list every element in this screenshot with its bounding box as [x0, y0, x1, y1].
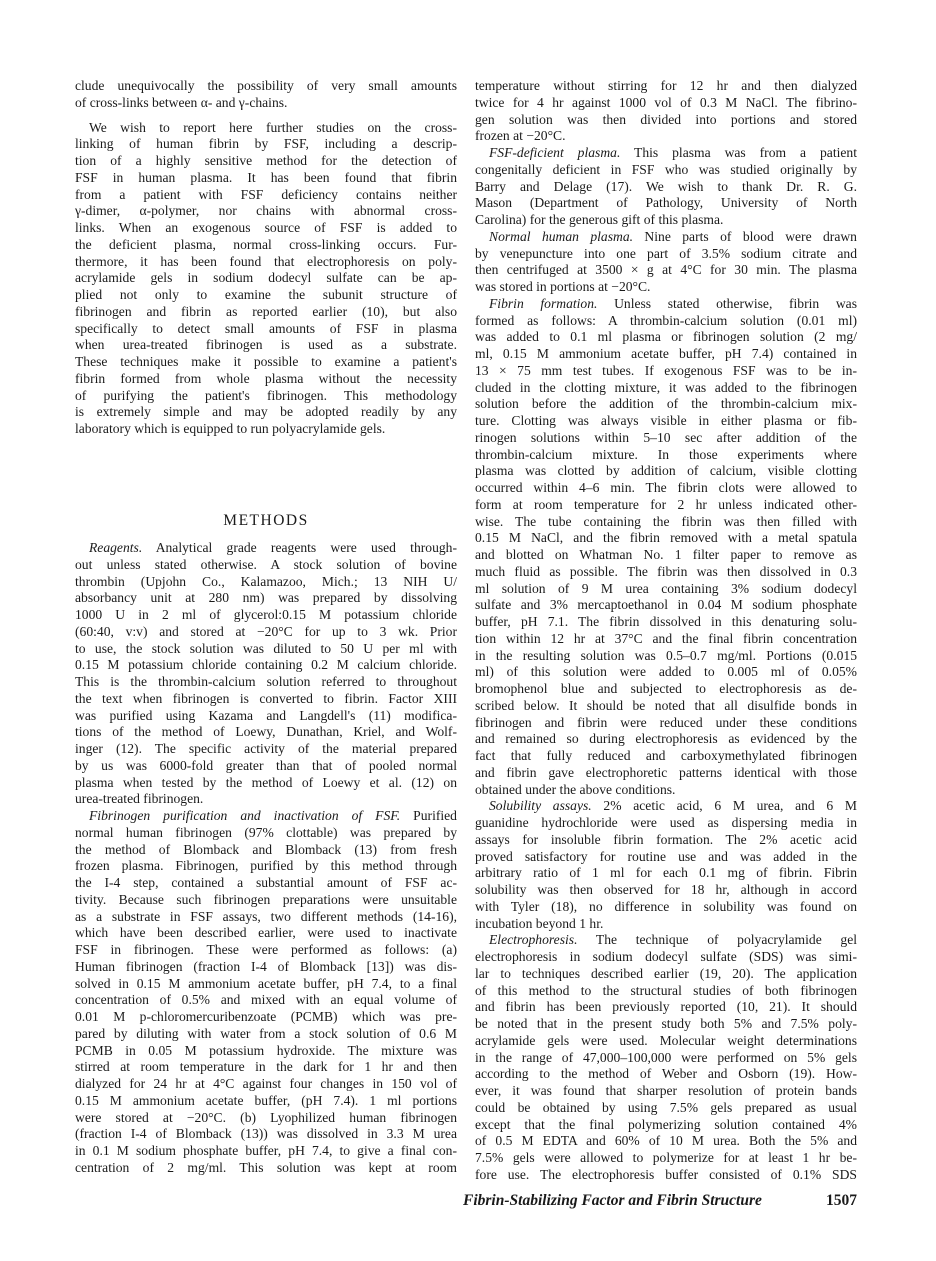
text-line: PCMB in 0.05 M potassium hydroxide. The mixture was — [75, 1042, 457, 1058]
text-line: fibrinogen and fibrin as reported earlier (10), but also — [75, 303, 457, 319]
text-line: except that the final polymerizing solution contained 4% — [475, 1116, 857, 1132]
text-line: thrombin-calcium mixture. In those experiments where — [475, 446, 857, 462]
run-in-heading: FSF-deficient plasma. — [489, 145, 621, 160]
text-line: 0.15 M NaCl, and the fibrin removed with a metal spatula — [475, 530, 857, 546]
text-line: laboratory which is equipped to run polyacrylamide gels. — [75, 421, 386, 436]
text-line: plasma was clotted by addition of calcium, visible clotting — [475, 463, 857, 479]
text-line: congenitally deficient in FSF who was studied originally by — [475, 161, 857, 177]
running-title: Fibrin-Stabilizing Factor and Fibrin Structure — [463, 1192, 762, 1209]
left-column-methods — [75, 540, 457, 1177]
text-line: and remained so during electrophoresis as evidenced by the — [475, 731, 857, 747]
text-line: and fibrin gave electrophoretic patterns identical with those — [475, 764, 857, 780]
text-line: scribed below. It should be noted that all disulfide bonds in — [475, 697, 857, 713]
text-line: ml, 0.15 M ammonium acetate buffer, pH 7.4) contained in — [475, 346, 857, 361]
text-line: by venepuncture into one part of 3.5% sodium citrate and — [475, 245, 857, 261]
text-line: 0.15 M ammonium acetate buffer, (pH 7.4). 1 ml portions — [75, 1092, 457, 1108]
paragraph — [75, 540, 457, 808]
text-line: clude unequivocally the possibility of very small amounts — [75, 78, 457, 93]
text-line: We wish to report here further studies on the cross- — [89, 119, 457, 135]
left-column-intro — [75, 78, 457, 438]
text-line: These techniques make it possible to examine a patient's — [75, 354, 457, 369]
text-line: specifically to detect small amounts of FSF in plasma — [75, 320, 457, 336]
text-line: Barry and Delage (17). We wish to thank Dr. R. G. — [475, 178, 857, 194]
page-footer — [463, 1192, 857, 1210]
text-line: sulfate and 3% mercaptoethanol in 0.04 M sodium phosphate — [475, 597, 857, 613]
text-line: cluded in the clotting mixture, it was added to the fibrinogen — [475, 379, 857, 395]
text-line: in the range of 47,000–100,000 were performed on 5% gels — [475, 1049, 857, 1065]
text-line — [475, 229, 857, 246]
text-line: thrombin (Upjohn Co., Kalamazoo, Mich.; 13 NIH U/ — [75, 573, 457, 589]
text-line: when urea-treated fibrinogen is used as a substrate. — [75, 337, 457, 353]
text-line: the I-4 step, contained a substantial amount of FSF ac- — [75, 875, 457, 890]
text-line — [475, 932, 857, 949]
text-line: proved satisfactory for routine use and was added in the — [475, 848, 857, 864]
text-line: formed as follows: A thrombin-calcium solution (0.01 ml) — [475, 312, 857, 328]
paragraph — [75, 120, 457, 438]
text-line: the method of Blomback and Blomback (13) from fresh — [75, 841, 457, 857]
text-line: 1000 U in 2 ml of glycerol:0.15 M potassium chloride — [75, 607, 457, 622]
text-line: frozen plasma. Fibrinogen, purified by this method through — [75, 858, 457, 874]
text-line: 13 × 75 mm test tubes. If exogenous FSF was to be in- — [475, 362, 857, 378]
text-line: was added to 0.1 ml plasma or fibrinogen solution (2 mg/ — [475, 329, 857, 345]
paragraph — [475, 798, 857, 932]
text-line: electrophoresis in sodium dodecyl sulfate (SDS) was simi- — [475, 949, 857, 964]
text-line: rinogen solutions within 5–10 sec after addition of the — [475, 429, 857, 445]
line-text: 2% acetic acid, 6 M urea, and 6 M — [591, 798, 857, 814]
text-line: from a patient with FSF deficiency contains neither — [75, 186, 457, 202]
text-line: plasma when tested by the method of Loewy et al. (12) on — [75, 774, 457, 790]
text-line: solved in 0.15 M ammonium acetate buffer, pH 7.4, to a final — [75, 975, 457, 991]
text-line: ml) of this solution were added to 0.005 ml of 0.05% — [475, 664, 857, 680]
text-line: out unless stated otherwise. A stock solution of bovine — [75, 556, 457, 572]
run-in-heading: Electrophoresis. — [489, 932, 578, 948]
text-line: absorbancy unit at 280 nm) was prepared by dissolving — [75, 590, 457, 606]
line-text: The technique of polyacrylamide gel — [577, 932, 857, 948]
text-line: was purified using Kazama and Langdell's (11) modifica- — [75, 707, 457, 723]
text-line: could be obtained by using 7.5% gels prepared as usual — [475, 1099, 857, 1115]
text-line: of purifying the patient's fibrinogen. This methodology — [75, 387, 457, 403]
line-text: Unless stated otherwise, fibrin was — [597, 295, 857, 311]
text-line: plied not only to examine the subunit structure of — [75, 287, 457, 302]
text-line: FSF in human plasma. It has been found that fibrin — [75, 169, 457, 185]
run-in-heading: Fibrinogen purification and inactivation of FSF. — [89, 808, 401, 823]
text-line: with Tyler (18), no difference in solubility was found on — [475, 898, 857, 914]
text-line: assays for insoluble fibrin formation. The 2% acetic acid — [475, 831, 857, 847]
text-line: 7.5% gels were allowed to polymerize for at least 1 hr be- — [475, 1150, 857, 1165]
text-line: in the resulting solution was 0.5–0.7 mg/ml. Portions (0.015 — [475, 647, 857, 663]
right-column — [475, 78, 857, 1184]
text-line: Mason (Department of Pathology, University of North — [475, 195, 857, 211]
paragraph — [75, 808, 457, 1177]
text-line: (fraction I-4 of Blomback (13)) was dissolved in 3.3 M urea — [75, 1126, 457, 1142]
paragraph — [475, 229, 857, 296]
line-text: Analytical grade reagents were used through- — [142, 540, 457, 555]
text-line: of cross-links between α- and γ-chains. — [75, 94, 288, 110]
text-line: tion within 12 hr at 37°C and the final fibrin concentration — [475, 630, 857, 646]
text-line: tivity. Because such fibrinogen preparations were unsuitable — [75, 891, 457, 907]
text-line: Human fibrinogen (fraction I-4 of Blomback [13]) was dis- — [75, 958, 457, 974]
text-line: be noted that in the present study both 5% and 7.5% poly- — [475, 1016, 857, 1031]
text-line: ture. Clotting was always visible in either plasma or fib- — [475, 413, 857, 428]
text-line: urea-treated fibrinogen. — [75, 791, 204, 807]
text-line: of 0.5 M EDTA and 60% of 10 M urea. Both the 5% and — [475, 1133, 857, 1149]
text-line: solution before the addition of the thrombin-calcium mix- — [475, 396, 857, 412]
text-line: ml solution of 9 M urea containing 3% sodium dodecyl — [475, 580, 857, 596]
text-line: were stored at −20°C. (b) Lyophilized human fibrinogen — [75, 1109, 457, 1125]
text-line: fibrinogen and fibrin were reduced under these conditions — [475, 714, 857, 730]
text-line: concentration of 0.5% and mixed with an equal volume of — [75, 992, 457, 1008]
text-line: γ-dimer, α-polymer, nor chains with abnormal cross- — [75, 203, 457, 219]
text-line: wise. The tube containing the fibrin was then filled with — [475, 513, 857, 529]
run-in-heading: Solubility assays. — [489, 798, 592, 814]
text-line: occurred within 4–6 min. The fibrin clots were allowed to — [475, 480, 857, 495]
paragraph — [75, 78, 457, 112]
text-line: centration of 2 mg/ml. This solution was kept at room — [75, 1159, 457, 1175]
text-line: of this method to the structural studies of both fibrinogen — [475, 982, 857, 998]
text-line: twice for 4 hr against 1000 vol of 0.3 M NaCl. The fibrino- — [475, 94, 857, 110]
text-line: and fibrin has been previously reported (10, 21). It should — [475, 999, 857, 1015]
text-line: by us was 6000-fold greater than that of pooled normal — [75, 757, 457, 773]
text-line: stirred at room temperature in the dark for 1 hr and then — [75, 1059, 457, 1075]
paragraph — [475, 78, 857, 145]
text-line: the text when fibrinogen is converted to fibrin. Factor XIII — [75, 690, 457, 706]
text-line — [475, 296, 857, 313]
run-in-heading: Fibrin formation. — [489, 295, 598, 311]
text-line: (60:40, v:v) and stored at −20°C for up to 3 wk. Prior — [75, 623, 457, 639]
text-line: lar to techniques described earlier (19, 20). The application — [475, 965, 857, 981]
text-line: dialyzed for 24 hr at 4°C against four changes in 150 vol of — [75, 1076, 457, 1091]
text-line: 0.01 M p-chloromercuribenzoate (PCMB) which was pre- — [75, 1009, 457, 1024]
line-text: This plasma was from a patient — [620, 145, 857, 160]
text-line: and blotted on Whatman No. 1 filter paper to remove as — [475, 547, 857, 562]
text-line: frozen at −20°C. — [475, 128, 566, 144]
text-line: solubility was then observed for 18 hr, although in accord — [475, 882, 857, 897]
text-line: form at room temperature for 2 hr unless indicated other- — [475, 496, 857, 512]
text-line: thermore, it has been found that electrophoresis on poly- — [75, 253, 457, 269]
text-line: to use, the stock solution was diluted to 50 U per ml with — [75, 640, 457, 656]
text-line: then centrifuged at 3500 × g at 4°C for 30 min. The plasma — [475, 262, 857, 278]
text-line: Carolina) for the generous gift of this plasma. — [475, 212, 724, 227]
text-line: according to the method of Weber and Osborn (19). How- — [475, 1066, 857, 1082]
text-line — [75, 808, 457, 825]
text-line: inger (12). The specific activity of the material prepared — [75, 741, 457, 756]
line-text: Purified — [400, 808, 457, 823]
text-line: acrylamide gels were used. Molecular weight determinations — [475, 1032, 857, 1048]
text-line: FSF in fibrinogen. These were performed as follows: (a) — [75, 942, 457, 957]
text-line: pared by diluting with water from a stock solution of 0.6 M — [75, 1025, 457, 1041]
text-line: buffer, pH 7.1. The fibrin dissolved in this denaturing solu- — [475, 614, 857, 629]
text-line — [475, 798, 857, 815]
text-line: tions of the method of Loewy, Dunathan, Kriel, and Wolf- — [75, 724, 457, 740]
section-heading-methods: METHODS — [223, 512, 309, 529]
text-line: was stored in portions at −20°C. — [475, 279, 651, 294]
text-line: the deficient plasma, normal cross-linking occurs. Fur- — [75, 236, 457, 252]
paragraph — [475, 145, 857, 229]
text-line: fact that fully reduced and carboxymethylated fibrinogen — [475, 748, 857, 763]
text-line: This is the thrombin-calcium solution referred to throughout — [75, 674, 457, 689]
text-line: which have been described earlier, were used to inactivate — [75, 925, 457, 941]
run-in-heading: Normal human plasma. — [489, 228, 634, 244]
text-line — [475, 145, 857, 162]
paragraph — [475, 296, 857, 799]
page-number: 1507 — [826, 1192, 857, 1209]
text-line: fore use. The electrophoresis buffer consisted of 0.1% SDS — [475, 1166, 857, 1182]
text-line: links. When an exogenous source of FSF is added to — [75, 220, 457, 235]
line-text: Nine parts of blood were drawn — [633, 228, 857, 244]
text-line: temperature without stirring for 12 hr and then dialyzed — [475, 78, 857, 93]
text-line: ever, it was found that sharper resolution of protein bands — [475, 1083, 857, 1098]
text-line: tion of a highly sensitive method for the detection of — [75, 153, 457, 168]
text-line: is extremely simple and may be adopted readily by any — [75, 404, 457, 420]
text-line: bromophenol blue and subjected to electrophoresis as de- — [475, 681, 857, 696]
text-line: acrylamide gels in sodium dodecyl sulfate can be ap- — [75, 270, 457, 286]
text-line: as a substrate in FSF assays, two different methods (14-16), — [75, 908, 457, 924]
run-in-heading: Reagents. — [89, 540, 143, 555]
text-line: much fluid as possible. The fibrin was then dissolved in 0.3 — [475, 563, 857, 579]
text-line: 0.15 M potassium chloride containing 0.2 M calcium chloride. — [75, 657, 457, 673]
paragraph — [475, 932, 857, 1183]
text-line: guanidine hydrochloride were used as dispersing media in — [475, 815, 857, 830]
text-line: fibrin formed from whole plasma without the necessity — [75, 370, 457, 386]
text-line: arbitrary ratio of 1 ml for each 0.1 mg of fibrin. Fibrin — [475, 865, 857, 881]
text-line: gen solution was then divided into portions and stored — [475, 111, 857, 127]
text-line: linking of human fibrin by FSF, including a descrip- — [75, 136, 457, 152]
text-line: incubation beyond 1 hr. — [475, 915, 604, 931]
text-line: obtained under the above conditions. — [475, 781, 676, 797]
text-line: normal human fibrinogen (97% clottable) was prepared by — [75, 824, 457, 840]
text-line: in 0.1 M sodium phosphate buffer, pH 7.4, to give a final con- — [75, 1143, 457, 1158]
text-line — [75, 540, 457, 557]
